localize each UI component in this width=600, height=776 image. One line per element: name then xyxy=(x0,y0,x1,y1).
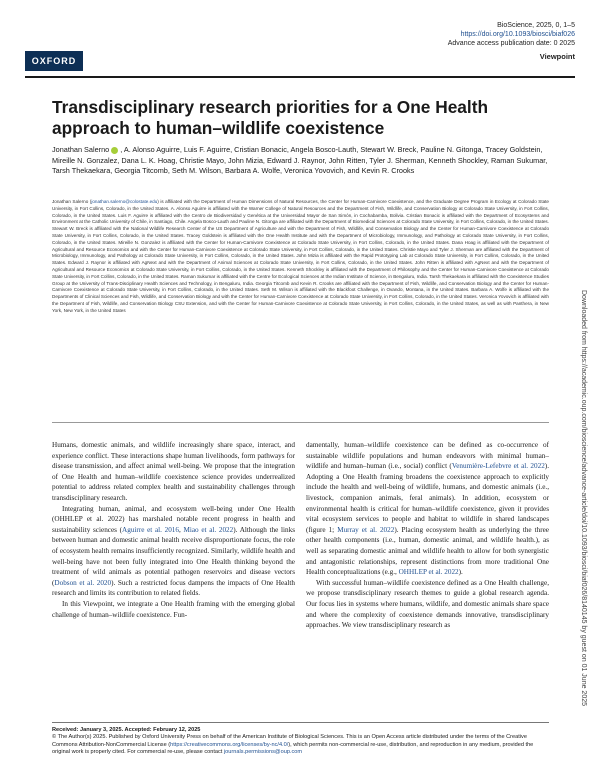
header-rule xyxy=(25,76,575,78)
citation-link[interactable]: Aguirre et al. 2016 xyxy=(122,525,179,534)
citation-link[interactable]: Dobson et al. 2020 xyxy=(54,578,112,587)
received-accepted-dates: Received: January 3, 2025. Accepted: February 12, 2025 xyxy=(52,727,201,733)
author-first: Jonathan Salerno xyxy=(52,145,110,154)
author-rest: , A. Alonso Aguirre, Luis F. Aguirre, Cristian Bonacic, Angela Bosco-Lauth, Stewart W. Breck, Pauline N. Gitonga, Tracey Goldstein, Mireille N. Gonzalez, Dana L. K. Hoag, Christie Mayo, John Mizia, Edward J. Raynor, John Ritten, Tyler J. Sherman, Kenneth Shockley, Raman Sukumar, Tarsh Thekaekara, Georgia Titcomb, Seth M. Wilson, Barbara A. Wolfe, Veronica Yovovich, and Kevin R. Crooks xyxy=(52,145,548,176)
footer-rule xyxy=(52,722,549,723)
advance-access-date: Advance access publication date: 0 2025 xyxy=(447,40,575,47)
paragraph: Humans, domestic animals, and wildlife increasingly share space, interact, and experience conflict. These interactions shape human livelihoods, form pathways for disease transmission, and affect animal well-being. We propose that the integration of One Health and human–wildlife coexistence science provides underrealized potential to address related complex health and sustainability challenges through transdisciplinary research. xyxy=(52,441,295,502)
copyright-notice: © The Author(s) 2025. Published by Oxford University Press on behalf of the American Institute of Biological Sciences. This is an Open Access article distributed under the terms of the Creative Commons Attribution-NonCommercial License (https://creativecommons.org/licenses/by-nc/4.0/), which permits non-commercial re-use, distribution, and reproduction in any medium, provided the original work is properly cited. For commercial re-use, please contact journals.permissions@oup.com xyxy=(52,734,534,756)
citation-link[interactable]: Venumière-Lefebvre et al. 2022 xyxy=(451,462,545,471)
orcid-icon[interactable] xyxy=(111,147,118,154)
paragraph: Integrating human, animal, and ecosystem well-being under One Health (OHHLEP et al. 2022) has marshaled notable recent progress in health and sustainability sciences (Aguirre et al. 2016, Miao et al. 2022). Although the links between human and domestic animal health receive disproportionate focus, the role of ecosystem health remains insufficiently recognized. Similarly, wildlife health and well-being have not been fully integrated into One Health thinking beyond the treatment of wild animals as potential pathogen reservoirs and disease vectors (Dobson et al. 2020). Such a restricted focus dampens the impacts of One Health research and limits its contribution to related fields. xyxy=(52,504,296,598)
paragraph: In this Viewpoint, we integrate a One Health framing with the emerging global challenge of human–wildlife coexistence. Fun- xyxy=(52,599,295,619)
footer xyxy=(52,727,549,757)
paragraph: damentally, human–wildlife coexistence can be defined as co-occurrence of sustainable wildlife populations and human endeavors with minimal human–wildlife and human–human (i.e., social) conflict (Venumière-Lefebvre et al. 2022). Adopting a One Health framing broadens the coexistence approach to explicitly include the health and well-being of wildlife, humans, and domestic animals (i.e., livestock, companion animals, feral animals). In addition, ecosystem or environmental health is critical for human–wildlife coexistence, given it provides vital ecosystem services to people and habitat to wildlife in shared landscapes (figure 1; Murray et al. 2022). Placing ecosystem health as underlying the three other health components (i.e., human, domestic animal, and wildlife health.), as well as separating domestic animal and wildlife health to allow for both synergistic and antagonistic relationships, represent distinctions from more traditional One Health conceptualizations (e.g., OHHLEP et al. 2022). xyxy=(306,441,549,577)
affiliation-rule xyxy=(52,422,549,423)
citation-link[interactable]: OHHLEP et al. 2022 xyxy=(398,568,459,577)
citation-link[interactable]: Miao et al. 2022 xyxy=(183,525,234,534)
doi-link[interactable]: https://doi.org/10.1093/biosci/biaf026 xyxy=(460,31,575,38)
body-column-right xyxy=(306,440,549,631)
journal-line: BioScience, 2025, 0, 1–5 xyxy=(497,22,575,29)
license-link[interactable]: https://creativecommons.org/licenses/by-nc/4.0/ xyxy=(170,741,289,748)
oxford-logo: OXFORD xyxy=(25,51,83,71)
corresponding-email-link[interactable]: jonathan.salerno@colostate.edu xyxy=(91,199,158,204)
affiliations: Jonathan Salerno (jonathan.salerno@colostate.edu) is affiliated with the Department of Human Dimensions of Natural Resources, the Center for Human-Carnivore Coexistence, and the Graduate Degree Program in Ecology at Colorado State University, in Fort Collins, Colorado, in the United States. A. Alonso Aguirre is affiliated with the Warner College of Natural Resources and the Department of Fish, Wildlife, and Conservation Biology at Colorado State University, in Fort Collins, Colorado, in the United States. Luis F. Aguirre is affiliated with the Centro de Biodiversidad y Genética at the Universidad Mayor de San Simón, in Cochabamba, Bolivia. Cristian Bonacic is affiliated with the Department of Ecosystems and Environment at the Catholic University of Chile, in Santiago, Chile. Angela Bosco-Lauth and Pauline N. Gitonga are affiliated with the Department of Biomedical Sciences at Colorado State University, in Fort Collins, Colorado, in the United States. Stewart W. Breck is affiliated with the National Wildlife Research Center of the US Department of Agriculture and with the Department of Fish, Wildlife, and Conservation Biology and the Center for Human-Carnivore Coexistence at Colorado State University, in Fort Collins, Colorado, in the United States. Tracey Goldstein is affiliated with the One Health Institute and with the Department of Microbiology, Immunology, and Pathology at Colorado State University, in Fort Collins, Colorado, in the United States. Mireille N. Gonzalez is affiliated with the Center for Human-Carnivore Coexistence at Colorado State University, in Fort Collins, Colorado, in the United States. Dana Hoag is affiliated with the Department of Agricultural and Resource Economics and with the Center for Human-Carnivore Coexistence at Colorado State University, in Fort Collins, Colorado, in the United States. Christie Mayo and Tyler J. Sherman are affiliated with the Department of Microbiology, Immunology, and Pathology at Colorado State University, in Fort Collins, Colorado, in the United States. John Mizia is affiliated with the Rapid Prototyping Lab at Colorado State University, in Fort Collins, Colorado, in the United States. Edward J. Raynor is affiliated with AgNext and with the Department of Animal Sciences at Colorado State University, in Fort Collins, Colorado, in the United States. John Ritten is affiliated with AgNext and with the Department of Agricultural and Resource Economics at Colorado State University, in Fort Collins, Colorado, in the United States. Kenneth Shockley is affiliated with the Department of Philosophy and the Center for Human-Carnivore Coexistence at Colorado State University, in Fort Collins, Colorado, in the United States. Raman Sukumar is affiliated with the Centre for Ecological Sciences at the Indian Institute of Science, in Bengaluru, India. Tarsh Thekaekara is affiliated with the Coexistence Studies Group at the University of Trans-Disciplinary Health Sciences and Technology, in Bengaluru, India. Georgia Titcomb and Kevin R. Crooks are affiliated with the Department of Fish, Wildlife, and Conservation Biology and the Center for Human-Carnivore Coexistence at Colorado State University, in Fort Collins, Colorado, in the United States. Seth M. Wilson is affiliated with the Blackfoot Challenge, in Ovando, Montana, in the United States. Barbara A. Wolfe is affiliated with the Departments of Clinical Sciences and Fish, Wildlife, and Conservation Biology and with the Center for Human-Carnivore Coexistence at Colorado State University, in Fort Collins, Colorado, in the United States. Veronica Yovovich is affiliated with the Department of Fish, Wildlife, and Conservation Biology CSU Extension, and with the Center for Human-Carnivore Coexistence at Colorado State University, in Fort Collins, Colorado, in the United States, as well as with Panthera, in New York, New York, in the United States xyxy=(52,199,549,313)
article-type: Viewpoint xyxy=(539,52,575,61)
author-list xyxy=(52,145,552,177)
permissions-email-link[interactable]: journals.permissions@oup.com xyxy=(223,749,303,756)
body-column-left xyxy=(52,440,295,620)
citation-link[interactable]: Murray et al. 2022 xyxy=(337,525,395,534)
paragraph: With successful human–wildlife coexistence defined as a One Health challenge, we propose transdisciplinary research themes to guide a global research agenda. Our focus lies in systems where humans, wildlife, and domestic animals share space and where the complexity of coexistence demands innovative, transdisciplinary approaches. We view transdisciplinary research as xyxy=(306,578,549,630)
article-title: Transdisciplinary research priorities for a One Health approach to human–wildlife coexistence xyxy=(52,97,489,138)
